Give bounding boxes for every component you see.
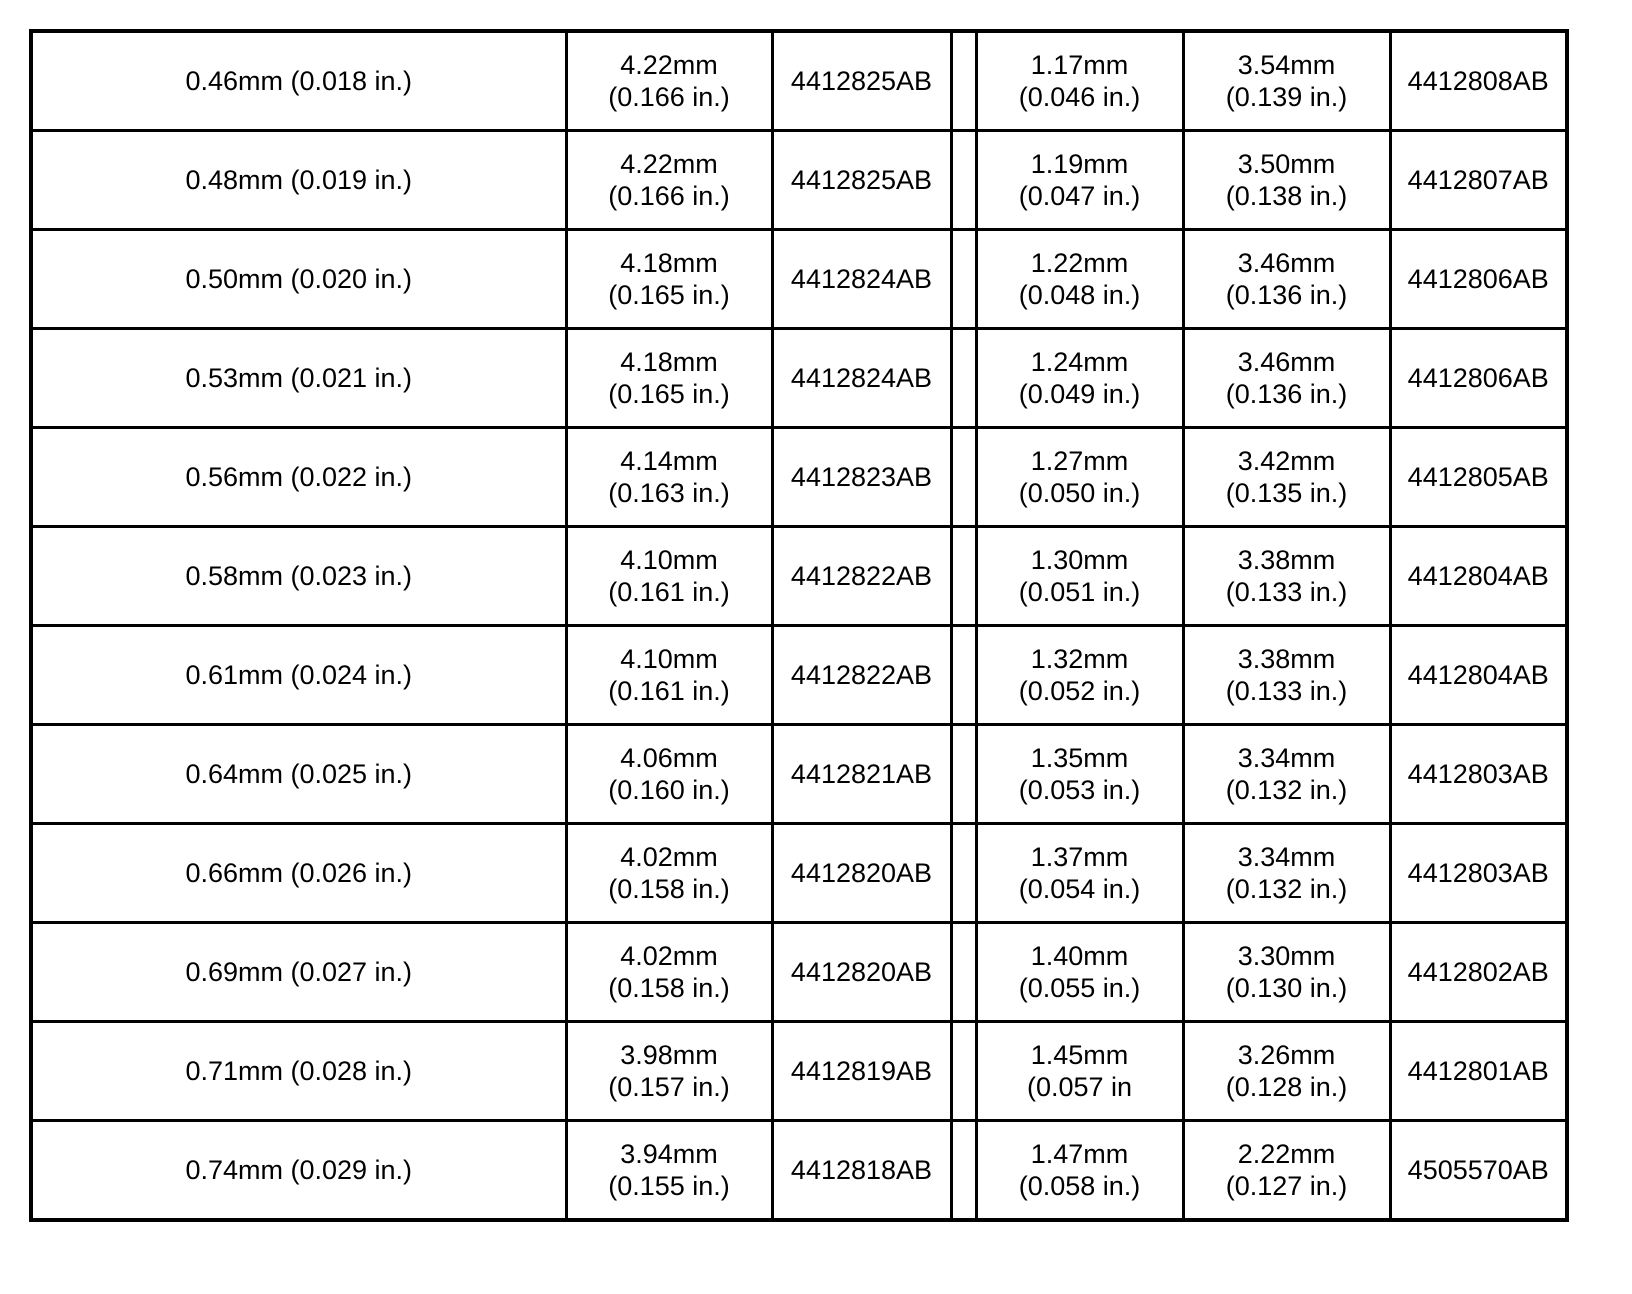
thickness-cell-right-imperial: (0.132 in.): [1225, 874, 1348, 904]
measurement-cell-right-metric: 1.27mm: [1030, 446, 1129, 476]
part-number-cell-right: [1390, 1121, 1567, 1221]
thickness-cell-right-imperial: (0.133 in.): [1225, 676, 1348, 706]
measurement-cell-right-metric: 1.30mm: [1030, 545, 1129, 575]
thickness-cell-right-metric: 3.26mm: [1237, 1040, 1336, 1070]
part-number-cell-text: 4412819AB: [790, 1056, 933, 1086]
thickness-cell-metric: 4.22mm: [620, 149, 718, 179]
thickness-cell-metric: 4.10mm: [620, 545, 718, 575]
measurement-cell-text: 0.69mm (0.027 in.): [185, 957, 413, 987]
measurement-cell: [31, 1121, 566, 1221]
column-divider: [951, 527, 976, 626]
measurement-cell: [31, 923, 566, 1022]
thickness-cell-imperial: (0.158 in.): [608, 874, 730, 904]
part-number-cell: [772, 626, 951, 725]
part-number-cell-text: 4412822AB: [790, 561, 933, 591]
part-number-cell-right-text: 4412805AB: [1407, 462, 1549, 492]
measurement-cell-right-imperial: (0.052 in.): [1018, 676, 1141, 706]
thickness-cell-right: [1183, 626, 1390, 725]
column-divider: [951, 1121, 976, 1221]
thickness-cell: [566, 131, 772, 230]
thickness-cell-imperial: (0.158 in.): [608, 973, 730, 1003]
part-number-cell-right: [1390, 725, 1567, 824]
column-divider: [951, 31, 976, 131]
measurement-cell-right: [976, 428, 1183, 527]
measurement-cell-text: 0.56mm (0.022 in.): [185, 462, 413, 492]
measurement-cell-right: [976, 626, 1183, 725]
thickness-cell-right: [1183, 329, 1390, 428]
table-row: [31, 428, 1567, 527]
measurement-cell-right-imperial: (0.046 in.): [1018, 82, 1141, 112]
thickness-cell-right-imperial: (0.139 in.): [1225, 82, 1348, 112]
thickness-cell-right-imperial: (0.128 in.): [1225, 1072, 1348, 1102]
measurement-cell-right: [976, 1121, 1183, 1221]
thickness-cell-imperial: (0.161 in.): [608, 676, 730, 706]
thickness-cell-right-imperial: (0.132 in.): [1225, 775, 1348, 805]
part-number-cell-right: [1390, 923, 1567, 1022]
part-number-cell-right-text: 4412801AB: [1407, 1056, 1549, 1086]
measurement-cell: [31, 230, 566, 329]
column-divider: [951, 329, 976, 428]
thickness-cell-right-imperial: (0.133 in.): [1225, 577, 1348, 607]
table-row: [31, 923, 1567, 1022]
thickness-cell-right-imperial: (0.130 in.): [1225, 973, 1348, 1003]
thickness-cell-metric: 4.22mm: [620, 50, 718, 80]
thickness-cell-metric: 4.02mm: [620, 941, 718, 971]
column-divider: [951, 626, 976, 725]
thickness-cell: [566, 329, 772, 428]
measurement-cell-right-imperial: (0.057 in: [1026, 1072, 1133, 1102]
part-number-cell-text: 4412823AB: [790, 462, 933, 492]
thickness-cell-right-imperial: (0.136 in.): [1225, 379, 1348, 409]
thickness-cell-imperial: (0.157 in.): [608, 1072, 730, 1102]
thickness-cell-metric: 4.02mm: [620, 842, 718, 872]
part-number-cell-text: 4412820AB: [790, 957, 933, 987]
part-number-cell: [772, 230, 951, 329]
thickness-cell-metric: 4.10mm: [620, 644, 718, 674]
part-number-cell-right-text: 4412804AB: [1407, 561, 1549, 591]
thickness-cell-metric: 3.98mm: [620, 1040, 718, 1070]
measurement-cell-text: 0.48mm (0.019 in.): [185, 165, 413, 195]
thickness-cell-right: [1183, 428, 1390, 527]
table-row: [31, 131, 1567, 230]
thickness-cell: [566, 923, 772, 1022]
part-number-cell-right: [1390, 824, 1567, 923]
measurement-cell-right: [976, 923, 1183, 1022]
measurement-cell-right-metric: 1.40mm: [1030, 941, 1129, 971]
thickness-cell-right-metric: 3.34mm: [1237, 743, 1336, 773]
part-number-cell-right: [1390, 428, 1567, 527]
part-number-cell: [772, 428, 951, 527]
thickness-cell: [566, 428, 772, 527]
thickness-cell-imperial: (0.163 in.): [608, 478, 730, 508]
part-number-cell-text: 4412824AB: [790, 264, 933, 294]
table-body: [31, 31, 1567, 1220]
part-number-cell-right: [1390, 527, 1567, 626]
table-row: [31, 824, 1567, 923]
thickness-cell-right-metric: 3.38mm: [1237, 545, 1336, 575]
thickness-cell-right-metric: 3.46mm: [1237, 248, 1336, 278]
part-number-cell-right-text: 4412807AB: [1407, 165, 1549, 195]
thickness-cell-right-metric: 3.34mm: [1237, 842, 1336, 872]
thickness-cell-metric: 4.18mm: [620, 248, 718, 278]
measurement-cell-right: [976, 1022, 1183, 1121]
part-number-cell-right: [1390, 329, 1567, 428]
thickness-cell: [566, 725, 772, 824]
table-row: [31, 725, 1567, 824]
column-divider: [951, 428, 976, 527]
thickness-cell: [566, 1121, 772, 1221]
thickness-cell-right-metric: 3.46mm: [1237, 347, 1336, 377]
thickness-cell-imperial: (0.165 in.): [608, 379, 730, 409]
measurement-cell-text: 0.66mm (0.026 in.): [185, 858, 413, 888]
part-number-cell-text: 4412824AB: [790, 363, 933, 393]
table-row: [31, 1121, 1567, 1221]
table-row: [31, 230, 1567, 329]
thickness-cell-imperial: (0.161 in.): [608, 577, 730, 607]
part-number-cell-right-text: 4412806AB: [1407, 264, 1549, 294]
part-number-cell-right-text: 4412803AB: [1407, 759, 1549, 789]
thickness-cell-right-imperial: (0.135 in.): [1225, 478, 1348, 508]
table-row: [31, 626, 1567, 725]
thickness-cell-right: [1183, 1121, 1390, 1221]
thickness-cell: [566, 527, 772, 626]
thickness-cell: [566, 230, 772, 329]
thickness-cell-right-imperial: (0.127 in.): [1225, 1171, 1348, 1201]
part-number-cell: [772, 1022, 951, 1121]
measurement-cell-right-imperial: (0.054 in.): [1018, 874, 1141, 904]
thickness-cell: [566, 626, 772, 725]
column-divider: [951, 1022, 976, 1121]
measurement-cell-text: 0.74mm (0.029 in.): [185, 1155, 413, 1185]
part-number-cell-right-text: 4412806AB: [1407, 363, 1549, 393]
measurement-cell-right: [976, 725, 1183, 824]
shim-selection-table: [29, 29, 1569, 1222]
column-divider: [951, 725, 976, 824]
thickness-cell-right: [1183, 824, 1390, 923]
thickness-cell: [566, 31, 772, 131]
measurement-cell-right-imperial: (0.047 in.): [1018, 181, 1141, 211]
measurement-cell-right-metric: 1.45mm: [1030, 1040, 1129, 1070]
thickness-cell-right: [1183, 230, 1390, 329]
measurement-cell: [31, 527, 566, 626]
table-row: [31, 31, 1567, 131]
measurement-cell-right-imperial: (0.053 in.): [1018, 775, 1141, 805]
part-number-cell: [772, 725, 951, 824]
thickness-cell-metric: 3.94mm: [620, 1139, 718, 1169]
measurement-cell-right-metric: 1.37mm: [1030, 842, 1129, 872]
thickness-cell-right-metric: 3.38mm: [1237, 644, 1336, 674]
measurement-cell-right: [976, 131, 1183, 230]
part-number-cell: [772, 131, 951, 230]
part-number-cell-right-text: 4505570AB: [1407, 1155, 1549, 1185]
measurement-cell-text: 0.53mm (0.021 in.): [185, 363, 413, 393]
thickness-cell: [566, 824, 772, 923]
thickness-cell-right-imperial: (0.138 in.): [1225, 181, 1348, 211]
part-number-cell-text: 4412820AB: [790, 858, 933, 888]
measurement-cell-right-imperial: (0.049 in.): [1018, 379, 1141, 409]
measurement-cell-text: 0.64mm (0.025 in.): [185, 759, 413, 789]
measurement-cell-right-imperial: (0.058 in.): [1018, 1171, 1141, 1201]
measurement-cell-right-metric: 1.35mm: [1030, 743, 1129, 773]
part-number-cell-right-text: 4412802AB: [1407, 957, 1549, 987]
thickness-cell-imperial: (0.155 in.): [608, 1171, 730, 1201]
part-number-cell: [772, 1121, 951, 1221]
thickness-cell-right: [1183, 1022, 1390, 1121]
part-number-cell-right: [1390, 230, 1567, 329]
measurement-cell-text: 0.58mm (0.023 in.): [185, 561, 413, 591]
part-number-cell-text: 4412825AB: [790, 66, 933, 96]
thickness-cell-right-metric: 3.30mm: [1237, 941, 1336, 971]
part-number-cell-text: 4412825AB: [790, 165, 933, 195]
measurement-cell-right-metric: 1.24mm: [1030, 347, 1129, 377]
part-number-cell: [772, 923, 951, 1022]
thickness-cell-right: [1183, 131, 1390, 230]
thickness-cell-right-metric: 3.54mm: [1237, 50, 1336, 80]
part-number-cell-right-text: 4412808AB: [1407, 66, 1549, 96]
measurement-cell-right: [976, 31, 1183, 131]
part-number-cell-right: [1390, 31, 1567, 131]
thickness-cell-right-imperial: (0.136 in.): [1225, 280, 1348, 310]
column-divider: [951, 923, 976, 1022]
part-number-cell: [772, 527, 951, 626]
thickness-cell-metric: 4.14mm: [620, 446, 718, 476]
measurement-cell: [31, 824, 566, 923]
measurement-cell-right-imperial: (0.050 in.): [1018, 478, 1141, 508]
thickness-cell-right-metric: 3.50mm: [1237, 149, 1336, 179]
measurement-cell-right-metric: 1.47mm: [1030, 1139, 1129, 1169]
part-number-cell-right: [1390, 626, 1567, 725]
measurement-cell-right: [976, 527, 1183, 626]
thickness-cell: [566, 1022, 772, 1121]
table-row: [31, 329, 1567, 428]
part-number-cell-right: [1390, 131, 1567, 230]
part-number-cell: [772, 824, 951, 923]
thickness-cell-right: [1183, 31, 1390, 131]
thickness-cell-imperial: (0.165 in.): [608, 280, 730, 310]
part-number-cell: [772, 31, 951, 131]
measurement-cell-text: 0.71mm (0.028 in.): [185, 1056, 413, 1086]
measurement-cell: [31, 626, 566, 725]
part-number-cell: [772, 329, 951, 428]
measurement-cell-right-imperial: (0.051 in.): [1018, 577, 1141, 607]
measurement-cell-right: [976, 824, 1183, 923]
thickness-cell-right-metric: 3.42mm: [1237, 446, 1336, 476]
thickness-cell-imperial: (0.166 in.): [608, 82, 730, 112]
measurement-cell-right-metric: 1.22mm: [1030, 248, 1129, 278]
column-divider: [951, 824, 976, 923]
measurement-cell-right-imperial: (0.055 in.): [1018, 973, 1141, 1003]
measurement-cell: [31, 329, 566, 428]
measurement-cell: [31, 725, 566, 824]
thickness-cell-right: [1183, 725, 1390, 824]
thickness-cell-imperial: (0.166 in.): [608, 181, 730, 211]
thickness-cell-imperial: (0.160 in.): [608, 775, 730, 805]
measurement-cell: [31, 131, 566, 230]
measurement-cell-right-metric: 1.17mm: [1030, 50, 1129, 80]
measurement-cell: [31, 31, 566, 131]
measurement-cell-text: 0.46mm (0.018 in.): [185, 66, 413, 96]
measurement-cell: [31, 428, 566, 527]
measurement-cell-right-metric: 1.32mm: [1030, 644, 1129, 674]
measurement-cell-text: 0.50mm (0.020 in.): [185, 264, 413, 294]
part-number-cell-right-text: 4412803AB: [1407, 858, 1549, 888]
measurement-cell-right: [976, 230, 1183, 329]
measurement-cell-right-metric: 1.19mm: [1030, 149, 1129, 179]
measurement-cell: [31, 1022, 566, 1121]
measurement-cell-right: [976, 329, 1183, 428]
thickness-cell-right-metric: 2.22mm: [1237, 1139, 1336, 1169]
thickness-cell-metric: 4.18mm: [620, 347, 718, 377]
table-row: [31, 527, 1567, 626]
column-divider: [951, 230, 976, 329]
measurement-cell-text: 0.61mm (0.024 in.): [185, 660, 413, 690]
part-number-cell-text: 4412818AB: [790, 1155, 933, 1185]
table-row: [31, 1022, 1567, 1121]
part-number-cell-right-text: 4412804AB: [1407, 660, 1549, 690]
part-number-cell-right: [1390, 1022, 1567, 1121]
part-number-cell-text: 4412822AB: [790, 660, 933, 690]
thickness-cell-metric: 4.06mm: [620, 743, 718, 773]
column-divider: [951, 131, 976, 230]
measurement-cell-right-imperial: (0.048 in.): [1018, 280, 1141, 310]
part-number-cell-text: 4412821AB: [790, 759, 933, 789]
thickness-cell-right: [1183, 527, 1390, 626]
thickness-cell-right: [1183, 923, 1390, 1022]
